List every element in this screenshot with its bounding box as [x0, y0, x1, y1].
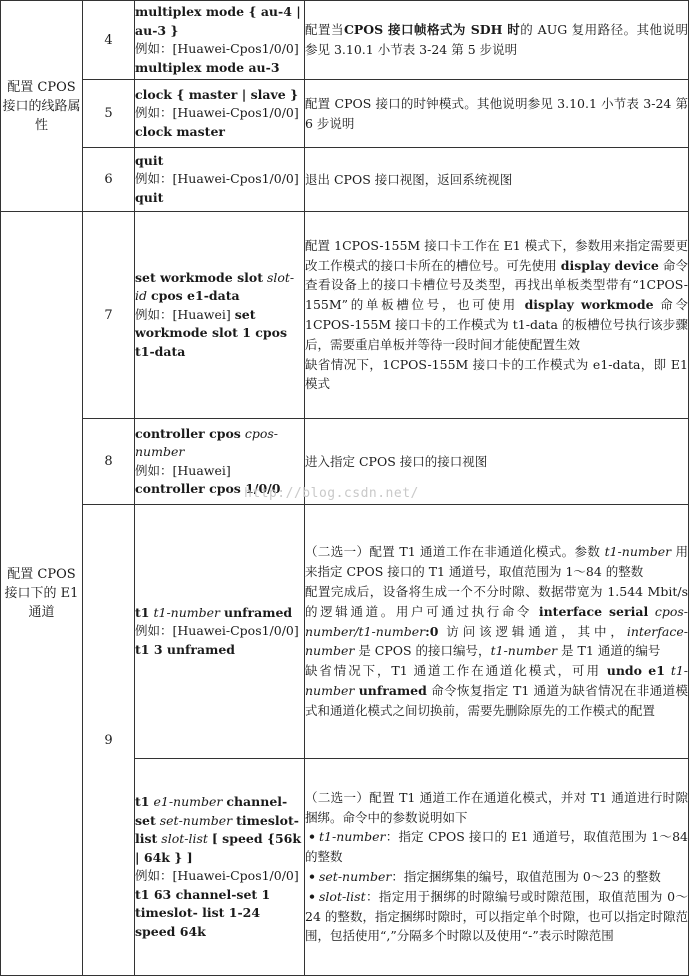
command-parameter: cpos-number: [135, 425, 279, 459]
description-text: 访问该逻辑通道，其中，: [446, 623, 627, 639]
parameter-name: t1-number: [319, 829, 386, 845]
command-reference: unframed: [358, 682, 427, 698]
table-row: [1, 1, 689, 80]
command-reference: :0: [425, 623, 439, 639]
description-text: 是 T1 通道的编号: [561, 643, 661, 659]
step-number: 5: [83, 80, 135, 148]
example-label: 例如：[Huawei]: [135, 306, 231, 322]
command-parameter: set-number: [159, 812, 233, 828]
description-text: 配置当: [305, 22, 344, 38]
parameter-name: t1-number: [490, 643, 558, 659]
command-parameter: slot-list: [161, 831, 208, 846]
table-row: [1, 505, 689, 759]
step-number: 9: [83, 505, 135, 976]
bullet-icon: •: [308, 888, 316, 904]
command-example: set workmode slot 1 cpos t1-data: [135, 306, 287, 359]
description-cell: [305, 212, 689, 419]
command-reference: interface serial: [538, 603, 649, 619]
description-text: 是 CPOS 的接口编号，: [358, 643, 491, 659]
step-number: 8: [83, 419, 135, 505]
bullet-item: [305, 887, 688, 946]
step-number: 4: [83, 1, 135, 80]
parameter-name: set-number: [319, 869, 392, 884]
command-syntax: t1: [135, 794, 150, 809]
description-text: 用来指定 CPOS 接口的 T1 通道号，取值范围为 1～84 的整数: [305, 544, 688, 580]
parameter-name: t1-number: [604, 544, 672, 560]
command-example: clock master: [135, 123, 225, 139]
description-text: 缺省情况下，1CPOS-155M 接口卡的工作模式为 e1-data，即 E1 模式: [305, 356, 688, 392]
description-cell: 进入指定 CPOS 接口的接口视图: [305, 419, 689, 505]
command-parameter: e1-number: [153, 794, 223, 809]
command-example: t1 3 unframed: [135, 641, 236, 657]
example-label: 例如：[Huawei-Cpos1/0/0]: [135, 171, 299, 187]
command-example: t1 63 channel-set 1 timeslot- list 1-24 speed 64k: [135, 886, 271, 939]
description-text: 配置 1CPOS-155M 接口卡工作在 E1 模式下，参数用来指定需要更改工作模式的接口卡所在的槽位号。可先使用: [305, 237, 688, 273]
command-syntax: multiplex mode { au-4 | au-3 }: [135, 4, 301, 38]
bullet-item: [305, 867, 688, 887]
command-cell: [135, 505, 305, 759]
command-cell: [135, 212, 305, 419]
command-syntax: clock { master | slave }: [135, 86, 299, 102]
parameter-name: cpos-number/t1-number: [305, 603, 688, 639]
category-cell: [1, 1, 83, 212]
command-syntax: [ speed {56k | 64k } ]: [135, 831, 302, 865]
command-syntax: quit: [135, 152, 164, 168]
bullet-icon: •: [308, 829, 316, 845]
command-parameter: slot-id: [135, 269, 295, 304]
command-reference: undo e1: [606, 663, 665, 679]
command-syntax: unframed: [223, 604, 293, 620]
category-label: 配置 CPOS 接口的线路属性: [2, 79, 81, 133]
description-text: 命令 1CPOS-155M 接口卡的工作模式为 t1-data 的板槽位号执行该步骤后，需要重启单板并等待一段时间才能使配置生效: [305, 297, 688, 352]
table-row: [1, 419, 689, 505]
description-text: 的 AUG 复用路径。其他说明参见 3.10.1 小节表 3-24 第 5 步说明: [305, 22, 688, 57]
command-reference: display workmode: [524, 297, 654, 313]
watermark: http://blog.csdn.net/: [244, 486, 419, 501]
parameter-name: t1-number: [305, 663, 689, 698]
command-syntax: t1: [135, 604, 150, 620]
description-text: 命令恢复指定 T1 通道为缺省情况在非通道模式和通道化模式之间切换前，需要先删除原先的工作模式的配置: [305, 682, 688, 718]
description-text: 缺省情况下，T1 通道工作在通道化模式，可用: [305, 663, 601, 679]
command-syntax: channel-set: [135, 794, 288, 828]
category-label: 配置 CPOS 接口下的 E1 通道: [4, 567, 79, 620]
command-example: controller cpos 1/0/0: [135, 481, 281, 496]
example-label: 例如：[Huawei-Cpos1/0/0]: [135, 623, 299, 639]
step-number: 6: [83, 148, 135, 212]
table-row: [1, 212, 689, 419]
bullet-icon: •: [308, 869, 316, 884]
command-parameter: t1-number: [153, 604, 220, 620]
command-cell: [135, 419, 305, 505]
example-label: 例如：[Huawei]: [135, 462, 231, 478]
command-cell: [135, 759, 305, 976]
description-text: （二选一）配置 T1 通道工作在通道化模式，并对 T1 通道进行时隙捆绑。命令中的参数说明如下: [305, 789, 688, 825]
description-emphasis: CPOS 接口帧格式为 SDH 时: [343, 22, 521, 38]
example-label: 例如：[Huawei-Cpos1/0/0]: [135, 105, 299, 121]
command-cell: [135, 80, 305, 148]
description-cell: [305, 1, 689, 80]
example-label: 例如：[Huawei-Cpos1/0/0]: [135, 868, 299, 883]
command-cell: [135, 1, 305, 80]
description-text: ：指定用于捆绑的时隙编号或时隙范围，取值范围为 0～24 的整数，指定捆绑时隙时，可以指定单个时隙，也可以指定时隙范围，包括使用“,”分隔多个时隙以及使用“-”表示时隙范围: [305, 888, 688, 944]
command-example: multiplex mode au-3: [135, 59, 280, 75]
table-row: [1, 80, 689, 148]
description-cell: [305, 759, 689, 976]
description-text: ：指定 CPOS 接口的 E1 通道号，取值范围为 1～84 的整数: [305, 829, 688, 865]
command-example: quit: [135, 189, 164, 205]
command-syntax: controller cpos: [135, 425, 241, 441]
description-text: ：指定捆绑集的编号，取值范围为 0～23 的整数: [391, 869, 661, 884]
description-text: 配置完成后，设备将生成一个不分时隙、数据带宽为 1.544 Mbit/s 的逻辑通道。用户可通过执行命令: [305, 584, 688, 619]
bullet-item: [305, 827, 688, 867]
description-cell: [305, 505, 689, 759]
command-syntax: timeslot-list: [135, 812, 299, 846]
parameter-name: interface-number: [305, 623, 688, 659]
command-cell: [135, 148, 305, 212]
command-syntax: cpos e1-data: [150, 288, 240, 304]
description-cell: 配置 CPOS 接口的时钟模式。其他说明参见 3.10.1 小节表 3-24 第 6 步说明: [305, 80, 689, 148]
example-label: 例如：[Huawei-Cpos1/0/0]: [135, 41, 299, 56]
description-text: 命令查看设备上的接口卡槽位号及类型，再找出单板类型带有“1CPOS-155M”的单板槽位号，也可使用: [305, 257, 688, 313]
command-reference: display device: [560, 257, 659, 273]
category-cell: [1, 212, 83, 976]
step-number: 7: [83, 212, 135, 419]
command-syntax: set workmode slot: [135, 269, 263, 285]
description-cell: 退出 CPOS 接口视图，返回系统视图: [305, 148, 689, 212]
description-text: （二选一）配置 T1 通道工作在非通道化模式。参数: [305, 544, 601, 560]
table-row: [1, 148, 689, 212]
parameter-name: slot-list: [319, 888, 366, 904]
